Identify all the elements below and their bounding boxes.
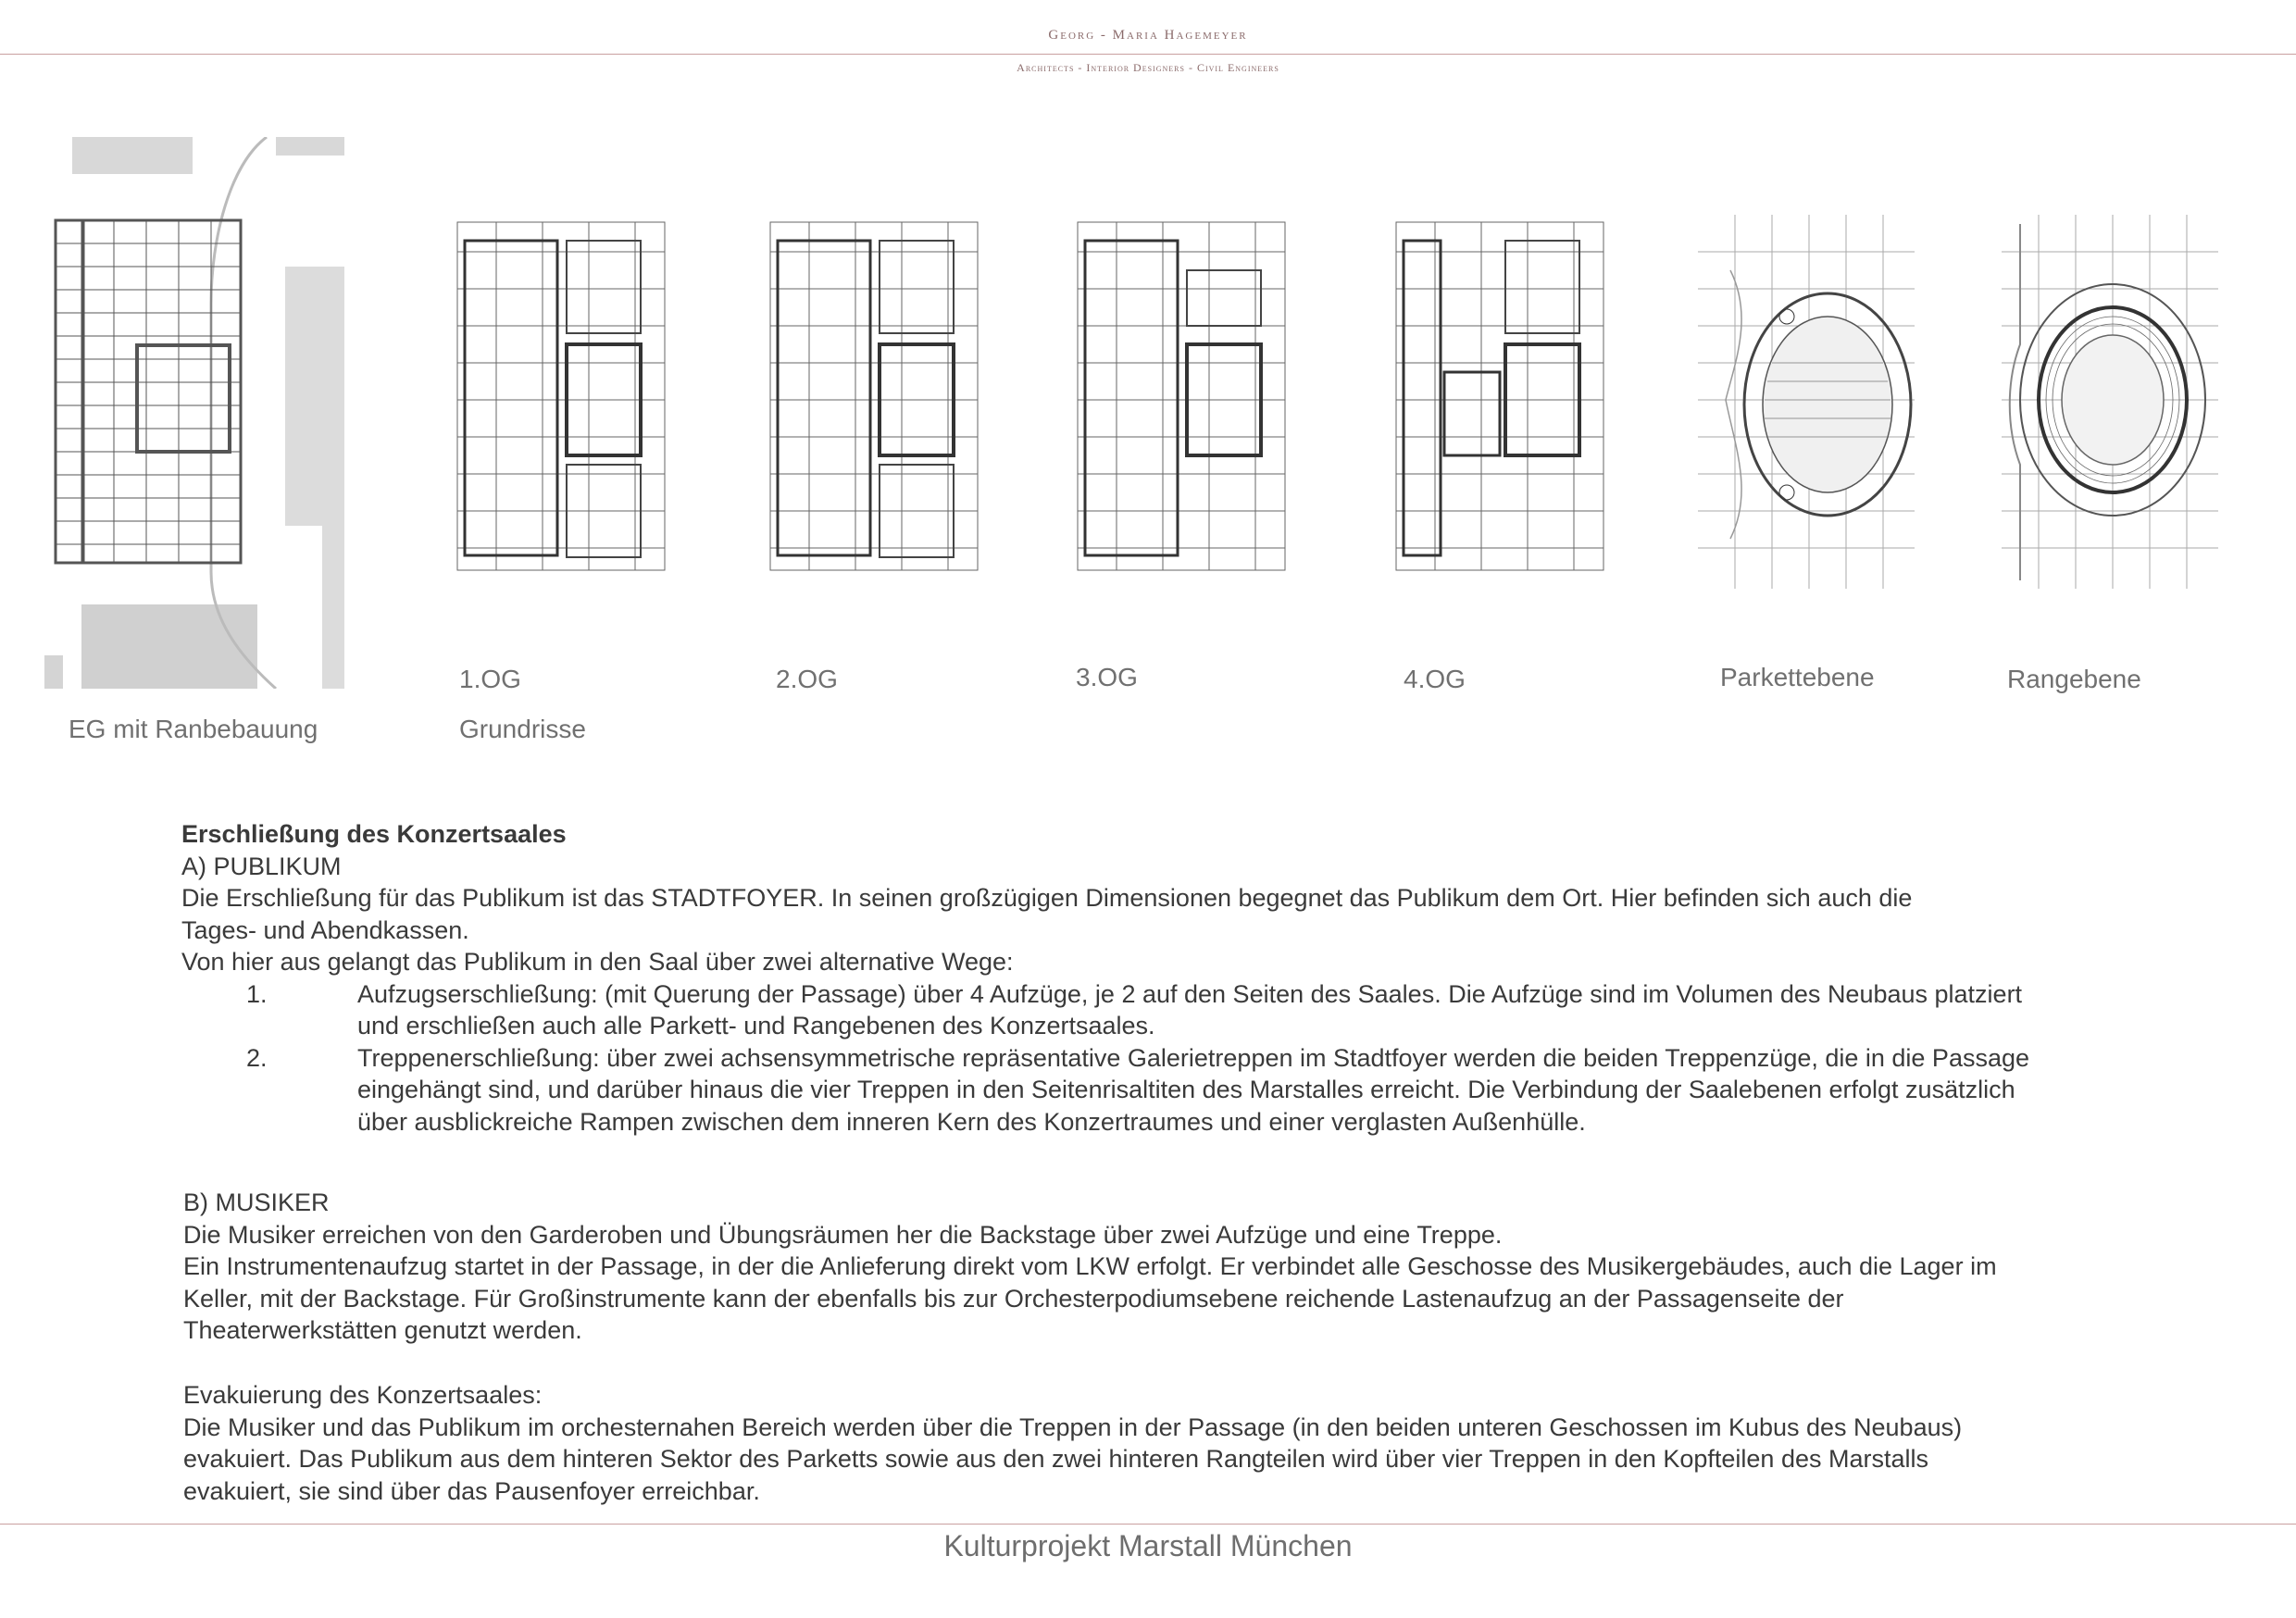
list-item-line: über ausblickreiche Rampen zwischen dem inneren Kern des Konzertraumes und einer verglasten Außenhülle. [357,1107,1586,1136]
plan-label-eg: EG mit Ranbebauung [69,715,318,743]
plan-label-parkett: Parkettebene [1720,663,1875,691]
firm-subtitle: Architects - Interior Designers - Civil Engineers [1017,61,1279,74]
firm-name: Georg - Maria Hagemeyer [1048,28,1248,43]
list-item [181,978,2218,1042]
section-heading: B) MUSIKER [183,1189,330,1216]
paragraph-line: Die Erschließung für das Publikum ist das STADTFOYER. In seinen großzügigen Dimensionen begegnet das Publikum dem Ort. Hier befinden sich auch die [181,884,1913,912]
paragraph-line: evakuiert, sie sind über das Pausenfoyer erreichbar. [183,1476,760,1505]
list-number: 1. [246,979,268,1008]
plan-label-rang: Rangebene [2007,665,2141,693]
section-subheading: A) PUBLIKUM [181,852,342,880]
plan-1og-drawing [450,215,672,578]
plan-rang-drawing [2002,215,2218,589]
list-number: 2. [246,1043,268,1072]
paragraph-line: Keller, mit der Backstage. Für Großinstrumente kann der ebenfalls bis zur Orchesterpodiumsebene reichende Lastenaufzug an der Passagenseite der [183,1284,1844,1313]
list-item-line: eingehängt sind, und darüber hinaus die vier Treppen in den Seitenrisaltiten des Marstalles erreicht. Die Verbindung der Saalebenen erfolgt zusätzlich [357,1076,2015,1103]
paragraph-line: Die Musiker erreichen von den Garderoben und Übungsräumen her die Backstage über zwei Aufzüge und eine Treppe. [183,1220,1503,1249]
plan-label-4og: 4.OG [1404,665,1466,693]
plan-label-1og: 1.OG [459,665,521,693]
footer-title: Kulturprojekt Marstall München [943,1529,1353,1562]
footer-rule [0,1524,2296,1525]
plan-2og-drawing [763,215,985,578]
section-publikum [181,818,2218,1138]
plan-label-grundrisse: Grundrisse [459,715,586,743]
list-item-line: Aufzugserschließung: (mit Querung der Passage) über 4 Aufzüge, je 2 auf den Seiten des Saales. Die Aufzüge sind im Volumen des Neubaus platziert [357,979,2023,1008]
paragraph-line: Tages- und Abendkassen. [181,915,469,944]
section-evakuierung [183,1379,2220,1507]
plan-parkett-drawing [1698,215,1915,589]
paragraph-line: Theaterwerkstätten genutzt werden. [183,1316,582,1344]
section-heading: Erschließung des Konzertsaales [181,820,567,848]
plan-label-3og: 3.OG [1076,663,1138,691]
section-musiker [183,1187,2220,1347]
plan-label-2og: 2.OG [776,665,838,693]
plan-3og-drawing [1070,215,1292,578]
paragraph-line: evakuiert. Das Publikum aus dem hinteren Sektor des Parketts sowie aus den zwei hinteren Rangteilen wird über vier Treppen in den Kopfteilen des Marstalls [183,1445,1928,1473]
list-item-line: und erschließen auch alle Parkett- und Rangebenen des Konzertsaales. [357,1012,1155,1039]
paragraph-line: Die Musiker und das Publikum im orchesternahen Bereich werden über die Treppen in der Passage (in den beiden unteren Geschossen im Kubus des Neubaus) [183,1413,1963,1441]
list-item-line: Treppenerschließung: über zwei achsensymmetrische repräsentative Galerietreppen im Stadtfoyer werden die beiden Treppenzüge, die in die Passage [357,1043,2030,1072]
paragraph-line: Von hier aus gelangt das Publikum in den Saal über zwei alternative Wege: [181,948,1014,976]
plan-4og-drawing [1389,215,1611,578]
section-heading: Evakuierung des Konzertsaales: [183,1381,543,1409]
header-rule [0,54,2296,55]
plan-eg-drawing [44,137,344,689]
paragraph-line: Ein Instrumentenaufzug startet in der Passage, in der die Anlieferung direkt vom LKW erfolgt. Er verbindet alle Geschosse des Musikergebäudes, auch die Lager im [183,1252,1997,1280]
list-item [181,1042,2218,1139]
